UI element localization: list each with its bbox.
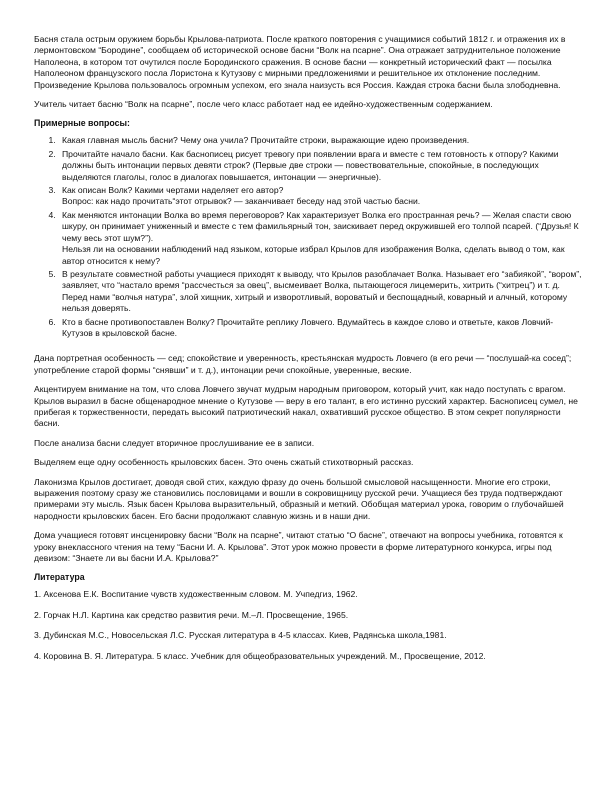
question-text: 6. Кто в басне противопоставлен Волку? Прочитайте реплику Ловчего. Вдумайтесь в каждое слово и ответьте, каков Ловчий-Кутузов в крыловской басне.: [62, 316, 554, 338]
literature-item: 1. Аксенова Е.К. Воспитание чувств художественным словом. М. Учпедгиз, 1962.: [34, 589, 358, 600]
body-paragraph-1: Дана портретная особенность — сед; спокойствие и уверенность, крестьянская мудрость Ловчего (в его речи — “послушай-ка сосед”; употребление старой формы “снявши” и т. д.), интонации речи спокойные, уверенные, веские.: [34, 353, 572, 375]
literature-item: 2. Горчак Н.Л. Картина как средство развития речи. М.–Л. Просвещение, 1965.: [34, 609, 349, 620]
literature-item: 3. Дубинская М.С., Новосельская Л.С. Русская литература в 4-5 классах. Киев, Радянська школа,1981.: [34, 630, 447, 641]
literature-list: [34, 589, 582, 662]
question-item-3: [58, 185, 582, 208]
questions-list: [34, 135, 582, 339]
body-paragraph-3: После анализа басни следует вторичное прослушивание ее в записи.: [34, 437, 315, 448]
question-text: 2. Прочитайте начало басни. Как баснописец рисует тревогу при появлении врага и вместе с тем готовность к отпору? Какими должны быть интонации первых девяти строк? (Первые две строки — повествовательные, спокойные, в последующих выделяются глаголы, голос в диалогах повышается, интонации — энергичные).: [62, 148, 559, 182]
question-text: 3. Как описан Волк? Какими чертами наделяет его автор?: [62, 185, 284, 196]
question-item-1: [58, 135, 582, 146]
body-paragraph-2: Акцентируем внимание на том, что слова Ловчего звучат мудрым народным приговором, который учит, как надо поступать с врагом. Крылов выразил в басне общенародное мнение о Кутузове — веру в его талант, в его истинно русский характер. Баснописец сумел, не прибегая к торжественности, передать высокий патриотический накал, охвативший русское общество. В этом секрет популярности басни.: [34, 384, 578, 429]
question-text: 1. Какая главная мысль басни? Чему она учила? Прочитайте строки, выражающие идею произведения.: [62, 135, 470, 146]
literature-heading: Литература: [34, 572, 85, 583]
body-paragraph-4: Выделяем еще одну особенность крыловских басен. Это очень сжатый стихотворный рассказ.: [34, 457, 414, 468]
document-page: [34, 34, 582, 671]
body-paragraph-5: Лаконизма Крылов достигает, доводя свой стих, каждую фразу до очень большой смысловой насыщенности. Многие его строки, выражения поэтому сразу же становились пословицами и вошли в сокровищницу русской речи. Учащиеся без труда подтверждают примерами эту мысль. Язык басен Крылова выразительный, образный и меткий. Обобщая материал урока, говорим о глубочайшей народности крыловских басен. Его басни продолжают славную жизнь и в наши дни.: [34, 476, 564, 521]
intro-paragraph-2: Учитель читает басню “Волк на псарне”, после чего класс работает над ее идейно-художественным содержанием.: [34, 99, 493, 110]
questions-heading: Примерные вопросы:: [34, 118, 130, 129]
question-item-4: [58, 210, 582, 267]
literature-item: 4. Коровина В. Я. Литература. 5 класс. Учебник для общеобразовательных учреждений. М., Просвещение, 2012.: [34, 650, 486, 661]
question-item-2: [58, 149, 582, 183]
question-item-5: [58, 269, 582, 315]
intro-paragraph-1: Басня стала острым оружием борьбы Крылова-патриота. После краткого повторения с учащимися событий 1812 г. и отражения их в лермонтовском “Бородине”, сообщаем об исторической основе басни “Волк на псарне”. Она отражает затруднительное положение Наполеона, в котором тот очутился после Бородинского сражения. В основе басни — конкретный исторический факт — посылка Наполеоном французского посла Лористона к Кутузову с мирными предложениями и решительное их отклонение последним. Произведение Крылова пользовалось огромным успехом, его знала наизусть вся Россия. Каждая строка басни была злободневна.: [34, 34, 566, 90]
question-text: 5. В результате совместной работы учащиеся приходят к выводу, что Крылов разоблачает Волка. Называет его “забиякой”, “вором”, заявляет, что “настало время “рассчесться за овец”, высмеивает Волка, пытающегося лицемерить, хитрить (“хитрец”) и т. д. Перед нами “волчья натура”, злой хищник, хитрый и изворотливый, вороватый и беспощадный, коварный и алчный, которому нельзя доверять.: [62, 268, 582, 314]
body-paragraph-6: Дома учащиеся готовят инсценировку басни “Волк на псарне”, читают статью “О басне”, отвечают на вопросы учебника, готовятся к уроку внеклассного чтения на тему “Басни И. А. Крылова”. Этот урок можно провести в форме литературного конкурса, игры под девизом: “Знаете ли вы басни И.А. Крылова?”: [34, 530, 563, 564]
question-text: 4. Как меняются интонации Волка во время переговоров? Как характеризует Волка его пространная речь? — Желая спасти свою шкуру, он принимает униженный и вместе с тем фамильярный тон, заискивает перед окружившей его толпой псарей. (“Друзья! К чему весь этот шум?”).: [62, 209, 579, 243]
question-text: Нельзя ли на основании наблюдений над языком, которые избрал Крылов для изображения Волка, сделать вывод о том, как автор относится к нему?: [62, 244, 565, 266]
question-text: Вопрос: как надо прочитать“этот отрывок? — заканчивает беседу над этой частью басни.: [62, 196, 421, 207]
question-item-6: [58, 317, 582, 340]
